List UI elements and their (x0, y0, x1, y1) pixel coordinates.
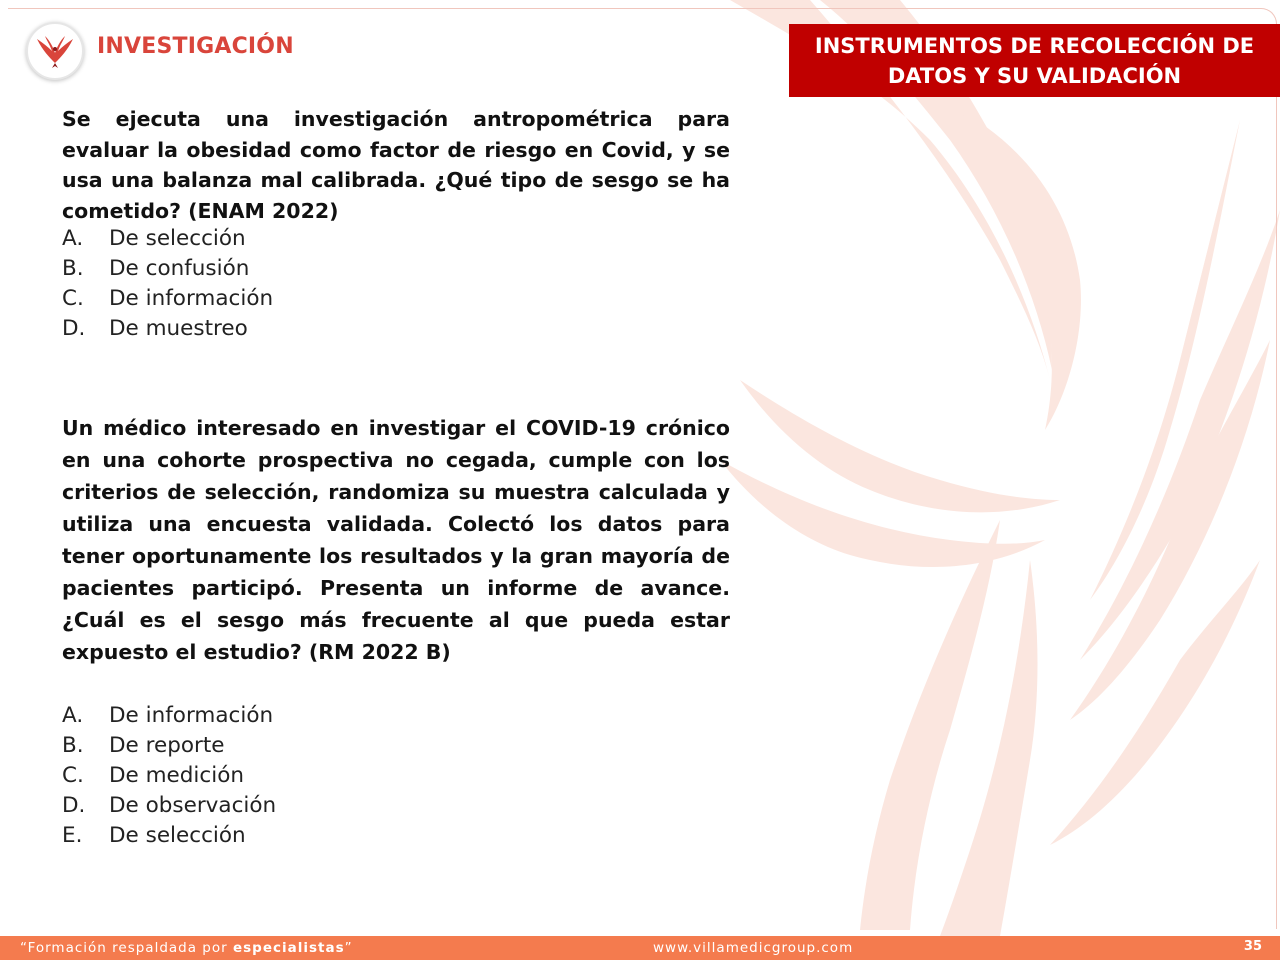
question-2-text: Un médico interesado en investigar el COVID-19 crónico en una cohorte prospectiva no cegada, cumple con los criterios de selección, randomiza su muestra calculada y utiliza una encuesta validada. Colectó los datos para tener oportunamente los resultados y la gran mayoría de pacientes participó. Presenta un informe de avance. ¿Cuál es el sesgo más frecuente al que pueda estar expuesto el estudio? (RM 2022 B) (62, 416, 730, 664)
option-item (62, 701, 276, 731)
option-item (62, 761, 276, 791)
option-item (62, 224, 273, 254)
phoenix-logo-icon (26, 22, 84, 80)
option-item (62, 254, 273, 284)
slogan-prefix: “Formación respaldada por (20, 940, 233, 956)
option-letter: E. (62, 823, 83, 848)
option-letter: D. (62, 316, 86, 341)
option-text: De selección (109, 226, 246, 251)
option-text: De muestreo (109, 316, 248, 341)
option-letter: D. (62, 793, 86, 818)
option-text: De información (109, 286, 274, 311)
option-letter: B. (62, 733, 84, 758)
question-2-options (62, 701, 276, 851)
page-number: 35 (1243, 939, 1262, 954)
banner-line: INSTRUMENTOS DE RECOLECCIÓN DE (814, 34, 1255, 58)
option-letter: C. (62, 763, 84, 788)
option-text: De observación (109, 793, 277, 818)
option-text: De reporte (109, 733, 225, 758)
footer-website-link[interactable]: www.villamedicgroup.com (653, 940, 854, 956)
option-letter: B. (62, 256, 84, 281)
slogan-bold: especialistas (232, 940, 345, 956)
option-item (62, 791, 276, 821)
footer-slogan (20, 940, 353, 956)
topic-banner (789, 24, 1280, 97)
slogan-suffix: ” (344, 940, 353, 956)
option-text: De medición (109, 763, 244, 788)
phoenix-watermark-icon (700, 0, 1280, 936)
footer-bar (0, 936, 1280, 960)
option-text: De selección (109, 823, 246, 848)
option-text: De confusión (109, 256, 250, 281)
question-1-text: Se ejecuta una investigación antropométrica para evaluar la obesidad como factor de riesgo en Covid, y se usa una balanza mal calibrada. ¿Qué tipo de sesgo se ha cometido? (ENAM 2022) (62, 107, 730, 223)
banner-line: DATOS Y SU VALIDACIÓN (887, 64, 1182, 88)
option-letter: A. (62, 226, 84, 251)
option-item (62, 821, 276, 851)
option-letter: C. (62, 286, 84, 311)
question-1-options (62, 224, 273, 344)
section-title: INVESTIGACIÓN (97, 34, 294, 59)
option-letter: A. (62, 703, 84, 728)
option-item (62, 284, 273, 314)
option-item (62, 731, 276, 761)
option-text: De información (109, 703, 274, 728)
option-item (62, 314, 273, 344)
